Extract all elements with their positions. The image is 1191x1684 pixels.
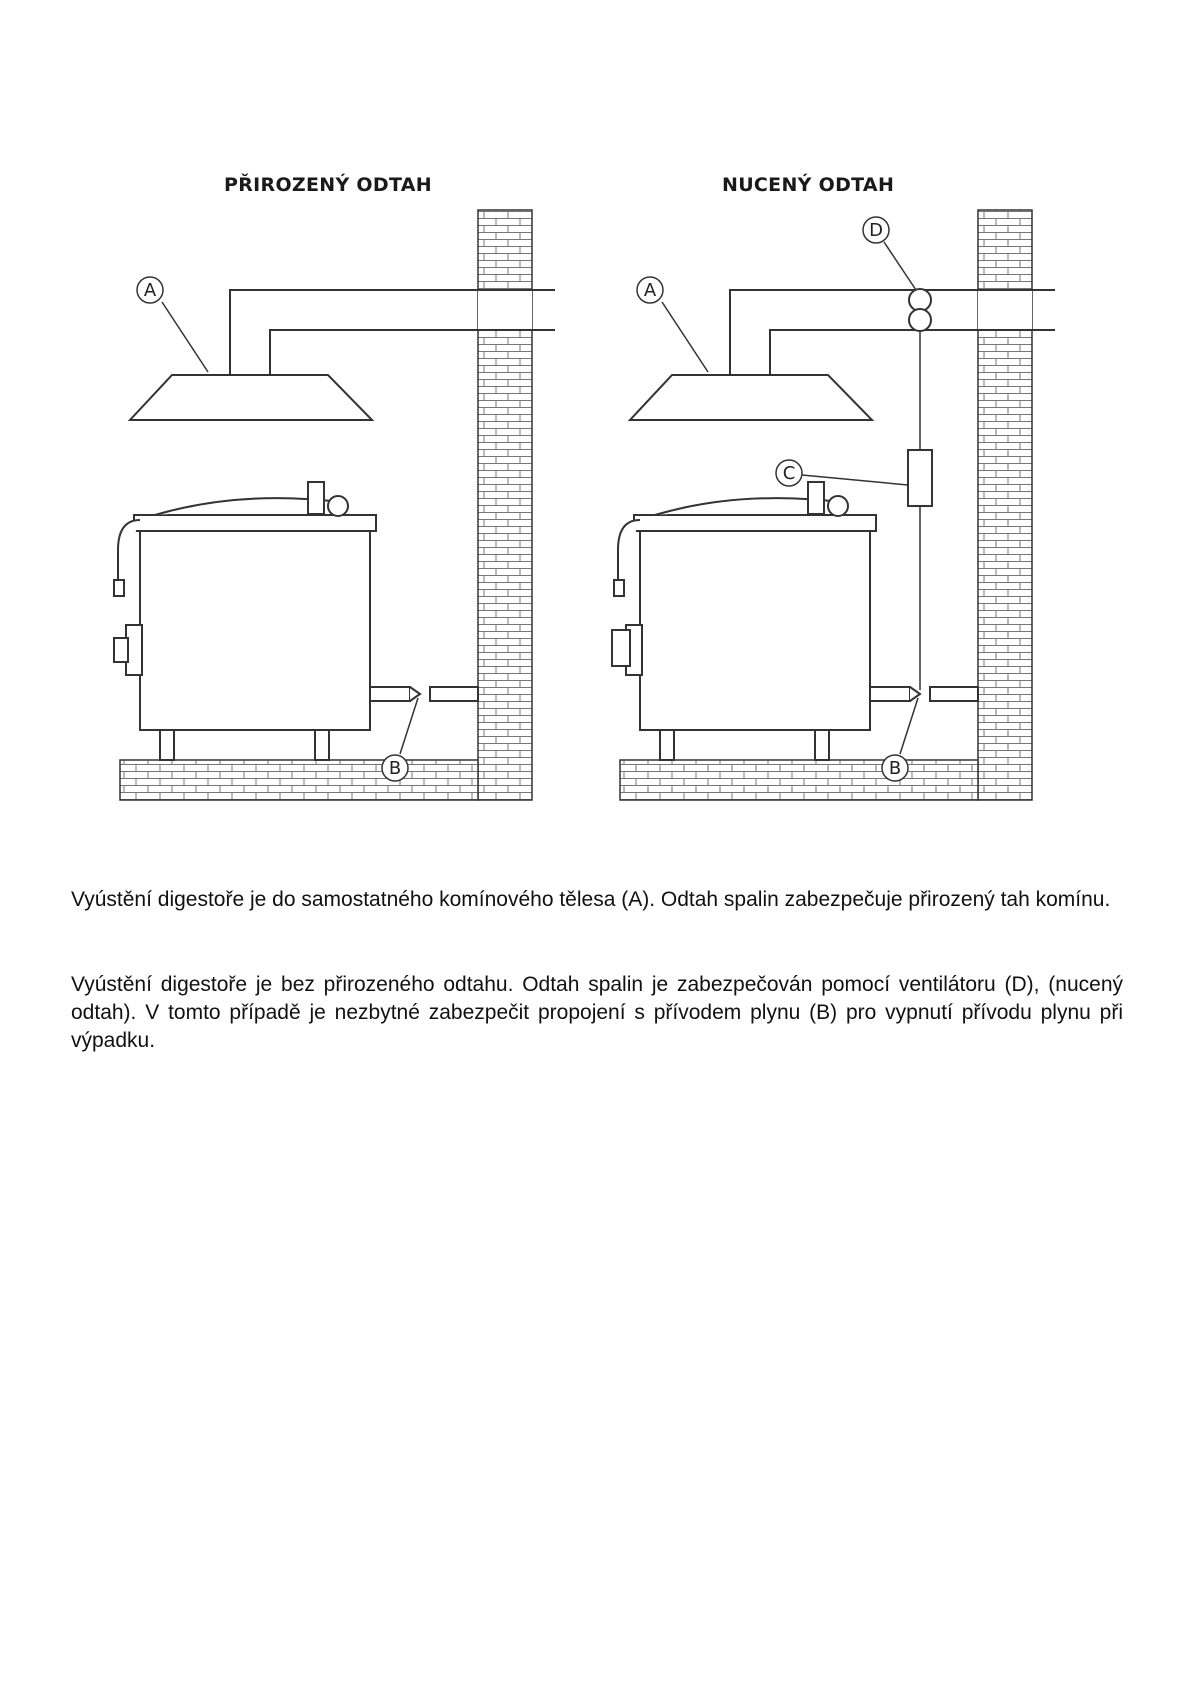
control-unit	[908, 450, 932, 506]
fan	[909, 289, 931, 331]
callout-d	[863, 217, 916, 290]
callout-label-c: C	[782, 463, 796, 484]
callout-c	[776, 460, 908, 486]
callout-a	[637, 277, 708, 372]
kettle-appliance	[612, 482, 876, 760]
natural-draft-diagram	[100, 190, 570, 820]
forced-draft-diagram	[600, 190, 1070, 820]
gas-pipe	[870, 687, 978, 701]
floor-bricks	[620, 760, 978, 800]
hood	[130, 375, 372, 420]
callout-label-b: B	[388, 758, 402, 779]
callout-label-d: D	[869, 220, 883, 241]
callout-label-a: A	[643, 280, 657, 301]
paragraph-forced-draft: Vyústění digestoře je bez přirozeného odtahu. Odtah spalin je zabezpečován pomocí ventilátoru (D), (nucený odtah). V tomto případě je nezbytné zabezpečit propojení s přívodem plynu (B) pro vypnutí přívodu plynu při výpadku.	[71, 973, 1123, 1052]
diagram-title-forced: NUCENÝ ODTAH	[722, 174, 895, 196]
diagram-title-natural: PŘIROZENÝ ODTAH	[224, 174, 432, 196]
paragraph-natural-draft: Vyústění digestoře je do samostatného komínového tělesa (A). Odtah spalin zabezpečuje přirozený tah komínu.	[71, 888, 1111, 911]
floor-bricks	[120, 760, 478, 800]
callout-label-a: A	[143, 280, 157, 301]
kettle-appliance	[114, 482, 376, 760]
hood	[630, 375, 872, 420]
callout-a	[137, 277, 208, 372]
gas-pipe	[370, 687, 478, 701]
callout-label-b: B	[888, 758, 902, 779]
